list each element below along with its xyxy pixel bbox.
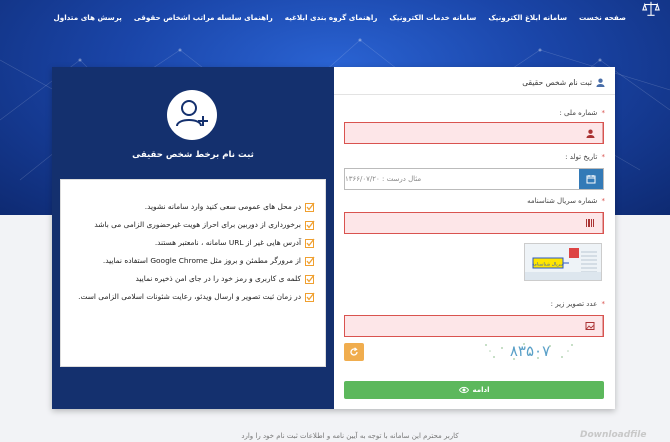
user-icon <box>578 123 603 143</box>
rule-item <box>69 292 315 302</box>
add-user-icon <box>167 90 217 140</box>
required-mark: * <box>601 197 605 205</box>
captcha-input[interactable] <box>345 316 578 336</box>
birth-date-input[interactable]: مثال درست : ۱۳۶۶/۰۷/۲۰ <box>345 175 422 183</box>
info-panel-title: ثبت نام برخط شخص حقیقی <box>132 150 254 160</box>
image-icon <box>578 316 603 336</box>
required-mark: * <box>601 300 605 308</box>
registration-card <box>52 67 615 409</box>
form-panel <box>334 67 615 409</box>
rule-item <box>69 238 315 248</box>
rule-item <box>69 256 315 266</box>
serial-label <box>527 197 605 205</box>
required-mark: * <box>601 109 605 117</box>
check-icon <box>305 256 315 266</box>
rule-text: در زمان ثبت تصویر و ارسال ویدئو، رعایت شئونات اسلامی الزامی است. <box>78 292 301 301</box>
header-divider <box>334 94 615 95</box>
eye-icon <box>459 386 469 394</box>
serial-field[interactable] <box>344 212 604 234</box>
captcha-image <box>480 339 580 363</box>
nav-notice-grouping-guide[interactable]: راهنمای گروه بندی ابلاغیه <box>284 12 378 22</box>
nav-faq[interactable]: پرسش های متداول <box>53 12 122 22</box>
nav-e-services[interactable]: سامانه خدمات الکترونیک <box>389 12 477 22</box>
info-panel <box>52 67 334 409</box>
rule-item <box>69 220 315 230</box>
nav-home[interactable]: صفحه نخست <box>579 12 626 22</box>
continue-label: ادامه <box>472 386 490 394</box>
captcha-label <box>551 300 605 308</box>
check-icon <box>305 220 315 230</box>
captcha-field[interactable] <box>344 315 604 337</box>
national-id-label <box>559 109 605 117</box>
rules-box <box>60 179 326 367</box>
rule-item <box>69 274 315 284</box>
rule-text: کلمه ی کاربری و رمز خود را در جای امن ذخیره نمایید <box>135 274 301 283</box>
serial-label-text: شماره سریال شناسنامه <box>527 197 598 205</box>
check-icon <box>305 292 315 302</box>
serial-input[interactable] <box>345 213 578 233</box>
nav-e-notice[interactable]: سامانه ابلاغ الکترونیک <box>488 12 568 22</box>
calendar-icon[interactable] <box>579 169 603 189</box>
id-card-badge: سریال شناسنامه <box>531 262 565 268</box>
required-mark: * <box>601 153 605 161</box>
scales-logo-icon[interactable] <box>642 0 660 18</box>
rule-item <box>69 202 315 212</box>
national-id-field[interactable] <box>344 122 604 144</box>
form-header <box>344 73 605 91</box>
check-icon <box>305 238 315 248</box>
birth-date-label <box>565 153 605 161</box>
refresh-icon <box>349 347 359 357</box>
rule-text: آدرس هایی غیر از URL سامانه ، نامعتبر هستند. <box>154 238 301 247</box>
footer-note: کاربر محترم این سامانه با توجه به آیین نامه و اطلاعات ثبت نام خود را وارد <box>241 432 459 440</box>
birth-date-label-text: تاریخ تولد : <box>565 153 598 161</box>
rule-text: برخورداری از دوربین برای احراز هویت غیرحضوری الزامی می باشد <box>94 220 301 229</box>
captcha-text: ۸۳۵۰۷ <box>509 342 551 360</box>
rule-text: در محل های عمومی سعی کنید وارد سامانه نشوید. <box>144 202 301 211</box>
national-id-input[interactable] <box>345 123 578 143</box>
continue-button[interactable] <box>344 381 604 399</box>
user-icon <box>596 78 605 87</box>
id-card-sample-image <box>524 243 602 281</box>
nav-legal-hierarchy-guide[interactable]: راهنمای سلسله مراتب اشخاص حقوقی <box>133 12 273 22</box>
refresh-captcha-button[interactable] <box>344 343 364 361</box>
birth-date-field[interactable] <box>344 168 604 190</box>
rule-text: از مرورگر مطمئن و بروز مثل Google Chrome استفاده نمایید. <box>102 256 301 265</box>
top-nav <box>53 8 632 26</box>
national-id-label-text: شماره ملی : <box>559 109 598 117</box>
captcha-label-text: عدد تصویر زیر : <box>550 300 598 308</box>
form-title: ثبت نام شخص حقیقی <box>522 77 592 87</box>
watermark: Downloadfile <box>580 430 647 440</box>
barcode-icon <box>578 213 603 233</box>
check-icon <box>305 274 315 284</box>
check-icon <box>305 202 315 212</box>
